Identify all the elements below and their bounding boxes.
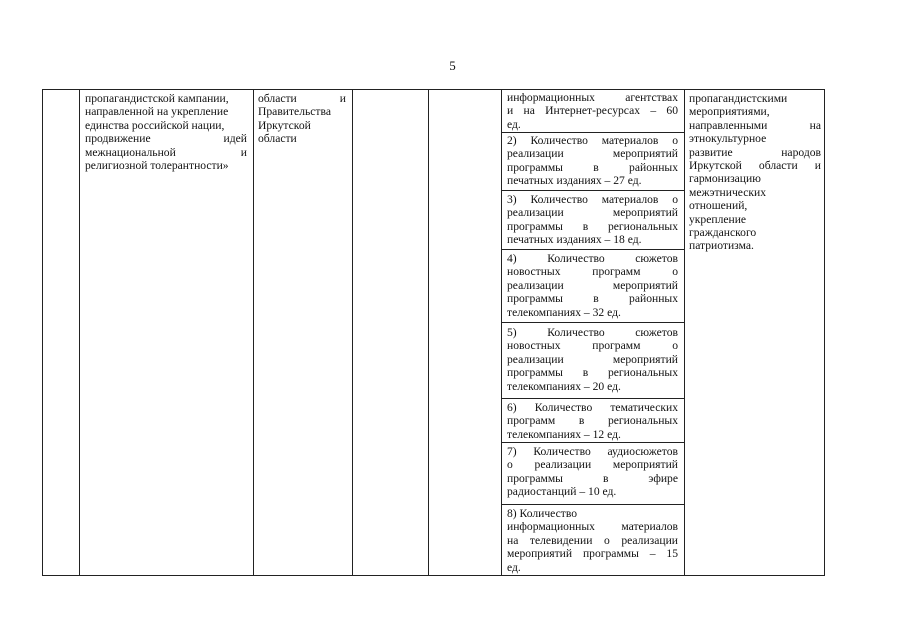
indicator-line: 4) Количество сюжетов [507,252,678,265]
indicator-item [501,442,684,505]
indicator-item [501,249,684,323]
indicator-line: новостных программ о [507,339,678,353]
indicator-line: телекомпаниях – 12 ед. [507,427,621,441]
indicator-line: программы в региональных [507,219,678,233]
indicator-line: радиостанций – 10 ед. [507,485,617,499]
indicator-line: 6) Количество тематических [507,401,678,414]
program-table [42,89,825,576]
goal-line: религиозной толерантности» [85,159,229,173]
indicator-line: печатных изданиях – 27 ед. [507,174,642,188]
result-line: гармонизацию [689,172,761,186]
column-divider [352,90,353,575]
indicator-item [501,398,684,443]
column-divider [79,90,80,575]
indicator-line: программы в районных [507,160,678,174]
indicator-line: телекомпаниях – 32 ед. [507,305,621,319]
result-line: направленными на [689,118,821,132]
column-divider [253,90,254,575]
result-line: отношений, [689,199,748,213]
result-line: межэтнических [689,185,766,199]
indicator-item [501,190,684,250]
indicator-line: телекомпаниях – 20 ед. [507,379,621,393]
executor-cell [258,92,346,146]
goal-line: продвижение идей [85,132,247,146]
indicator-line: информационных агентствах [507,91,678,104]
column-divider [684,90,685,575]
indicator-line: реализации мероприятий [507,278,678,292]
executor-line: области [258,132,297,146]
result-line: Иркутской области и [689,159,821,173]
indicator-line: ед. [507,560,521,574]
goal-line: межнациональной и [85,145,247,159]
indicator-line: 5) Количество сюжетов [507,326,678,339]
goal-cell [85,92,247,172]
indicator-line: о реализации мероприятий [507,458,678,472]
executor-line: Иркутской [258,118,311,132]
indicator-line: новостных программ о [507,265,678,279]
indicator-line: программ в региональных [507,414,678,428]
result-line: мероприятиями, [689,105,770,119]
indicator-line: программы в районных [507,292,678,306]
goal-line: единства российской нации, [85,118,225,132]
indicator-line: реализации мероприятий [507,352,678,366]
indicator-item [501,90,684,133]
goal-line: пропагандистской кампании, [85,92,229,105]
page-number: 5 [449,58,456,73]
result-line: укрепление [689,212,747,226]
indicator-line: мероприятий программы – 15 [507,547,678,561]
result-line: патриотизма. [689,239,754,253]
indicator-item [501,132,684,191]
indicator-line: и на Интернет-ресурсах – 60 [507,104,678,118]
result-line: развитие народов [689,145,821,159]
result-cell [689,92,821,253]
result-line: пропагандистскими [689,92,788,105]
indicator-line: 8) Количество [507,507,578,520]
indicator-line: программы в эфире [507,471,678,485]
indicator-line: печатных изданиях – 18 ед. [507,233,642,247]
column-divider [428,90,429,575]
indicators-cell [501,90,684,575]
executor-line: области и [258,92,346,105]
indicator-line: информационных материалов [507,520,678,534]
result-line: этнокультурное [689,132,767,146]
indicator-line: 2) Количество материалов о [507,134,678,147]
goal-line: направленной на укрепление [85,105,229,119]
indicator-line: на телевидении о реализации [507,533,678,547]
indicator-line: ед. [507,117,521,131]
indicator-line: 3) Количество материалов о [507,193,678,206]
indicator-line: реализации мероприятий [507,147,678,161]
executor-line: Правительства [258,105,331,119]
indicator-item [501,322,684,399]
indicator-line: программы в региональных [507,366,678,380]
indicator-line: реализации мероприятий [507,206,678,220]
result-line: гражданского [689,226,757,240]
indicator-line: 7) Количество аудиосюжетов [507,445,678,458]
